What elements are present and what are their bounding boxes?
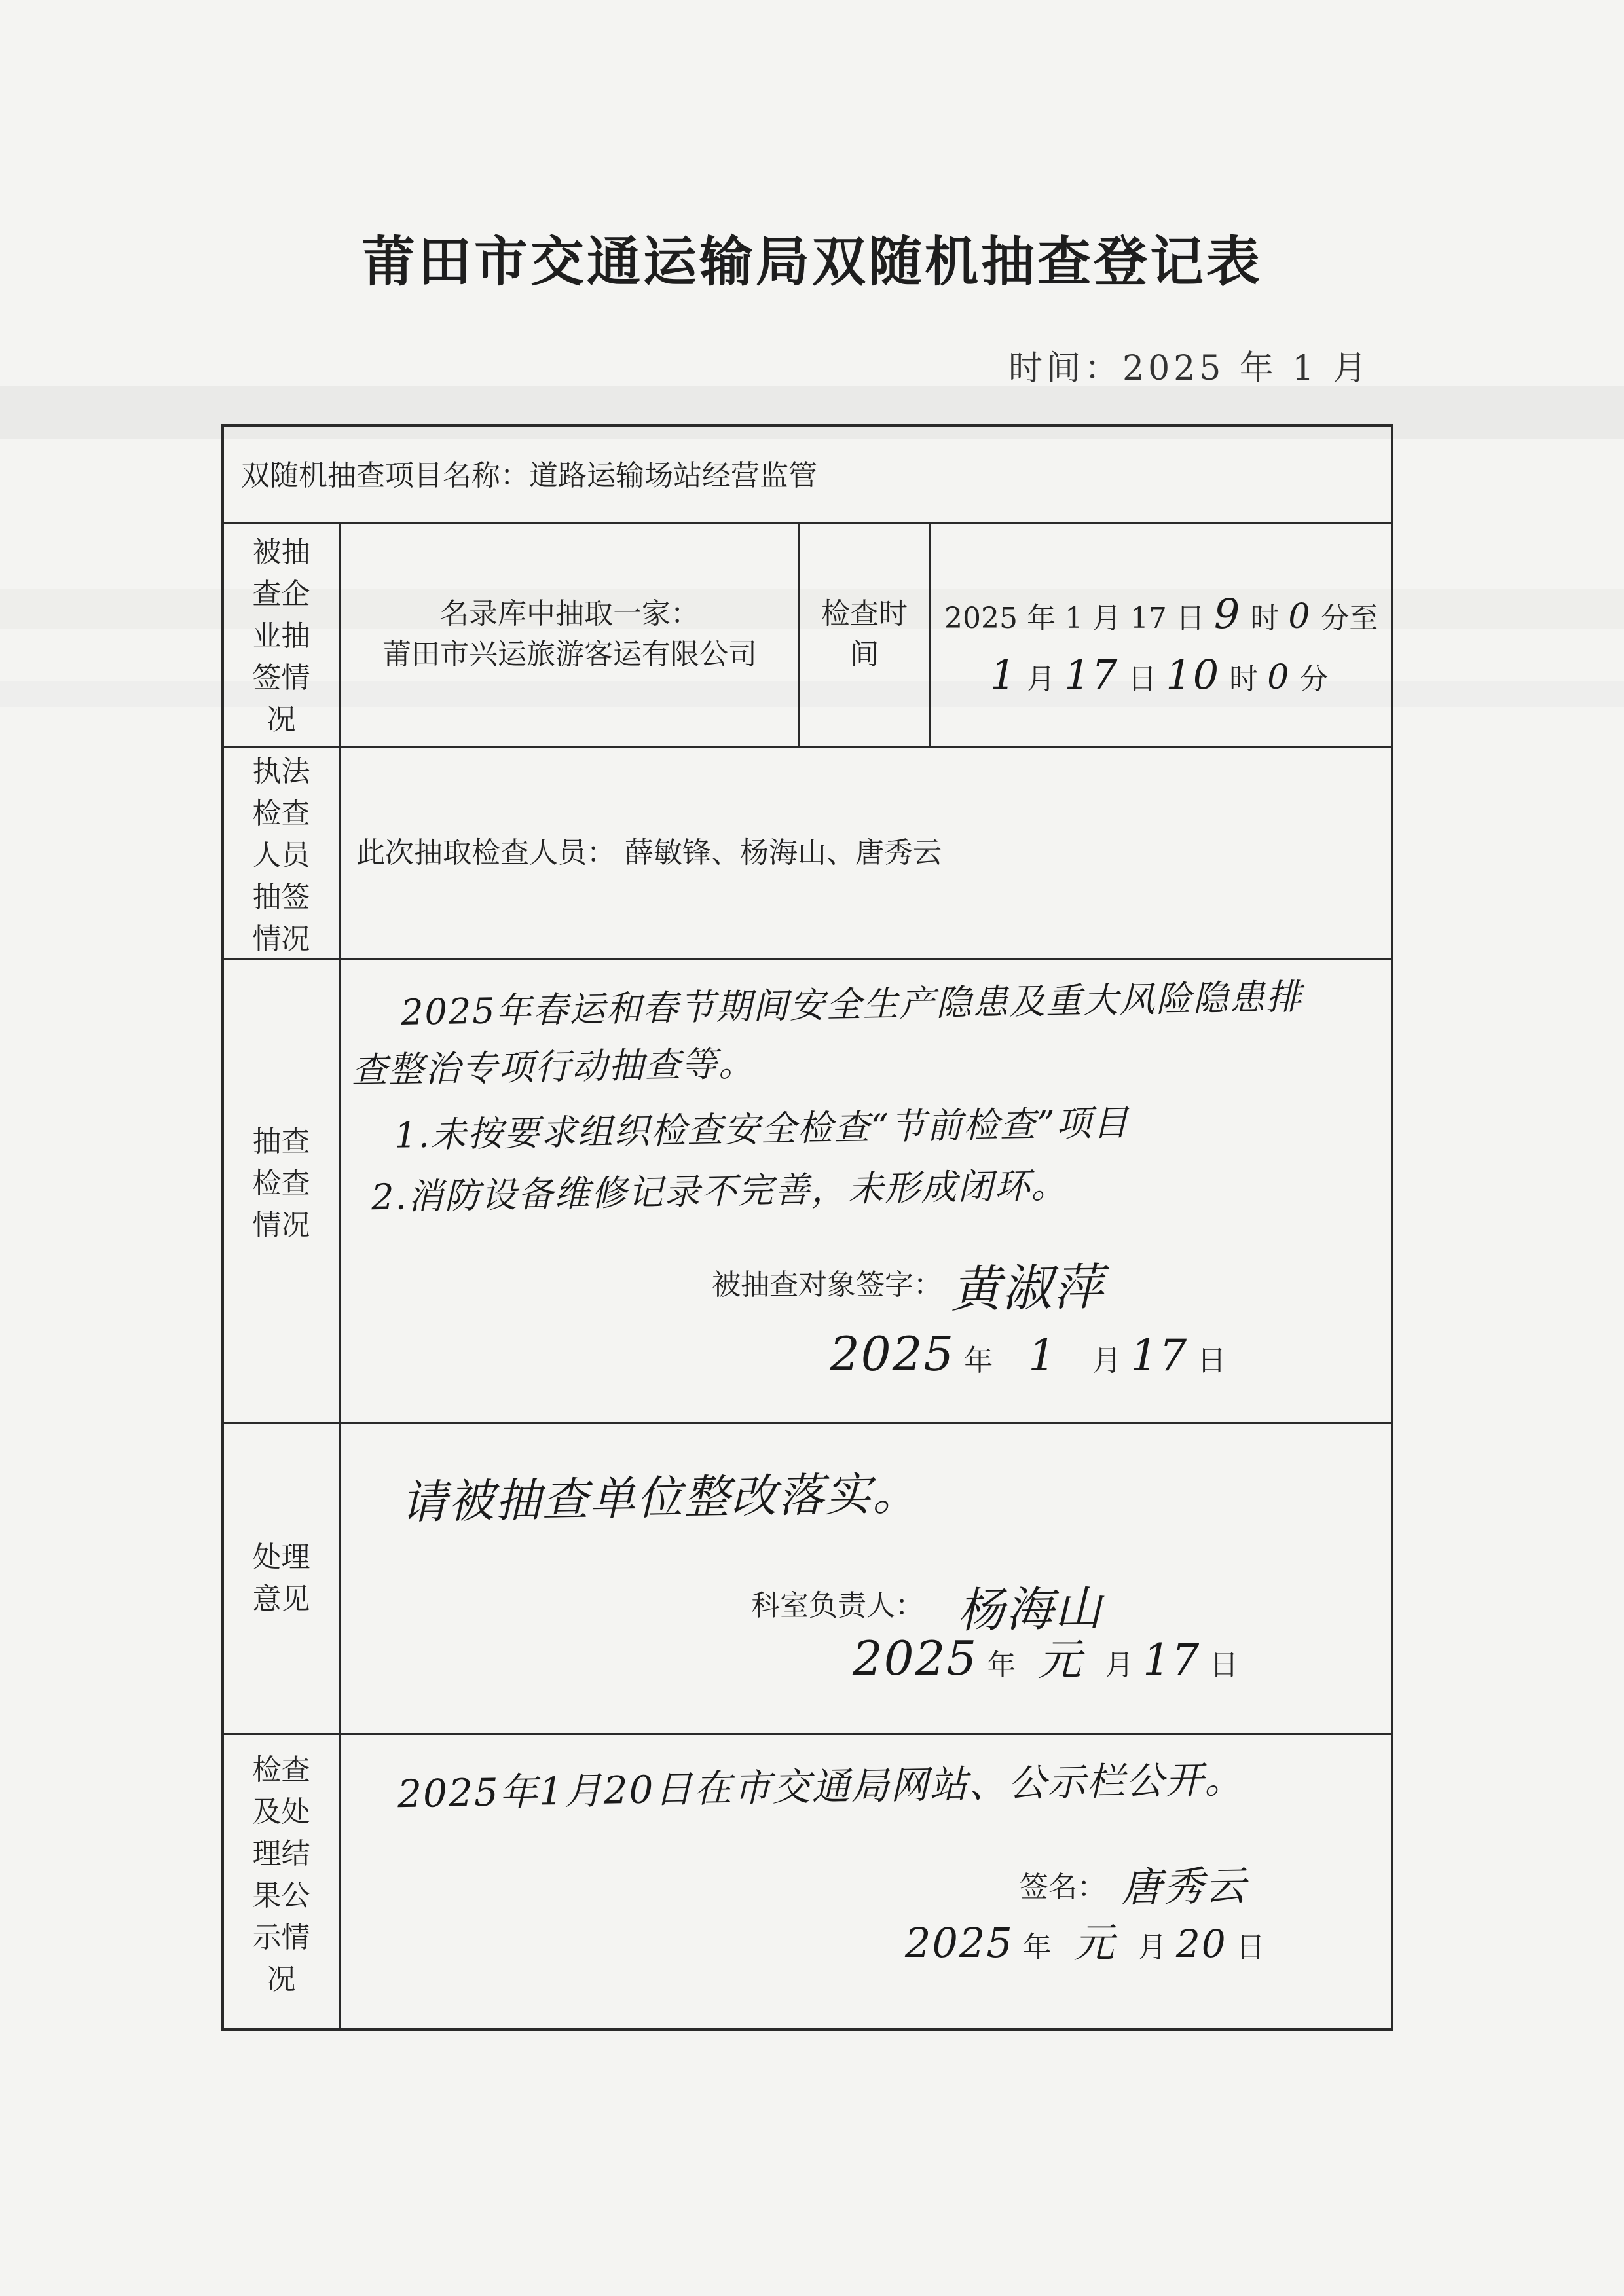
header-date — [1008, 340, 1371, 390]
enterprise-section-label: 被抽 查企 业抽 签情 况 — [252, 536, 310, 737]
publication-section-label: 检查 及处 理结 果公 示情 况 — [252, 1753, 310, 1996]
handling-opinion: 请被抽查单位整改落实。 — [400, 1467, 920, 1529]
enterprise-selection — [342, 594, 798, 675]
publication-date: 2025 年 元 月 20 日 — [905, 1919, 1265, 1967]
handling-date: 2025 年 元 月 17 日 — [853, 1631, 1239, 1686]
check-time-end: 1 月 17 日 10 时 0 分 — [990, 651, 1329, 699]
publication-sign-label: 签名： — [1020, 1870, 1106, 1904]
inspection-section-label: 抽查 检查 情况 — [252, 1125, 310, 1242]
inspection-note-line4: 2.消防设备维修记录不完善，未形成闭环。 — [371, 1164, 1069, 1218]
inspectors-text: 此次抽取检查人员： 薛敏锋、杨海山、唐秀云 — [356, 836, 942, 869]
check-time-label: 检查时 间 — [821, 597, 908, 671]
inspected-signature: 黄淑萍 — [950, 1257, 1105, 1319]
project-name: 道路运输场站经营监管 — [529, 459, 817, 492]
inspection-note-line1: 2025年春运和春节期间安全生产隐患及重大风险隐患排 — [400, 975, 1303, 1034]
document-title: 莆田市交通运输局双随机抽查登记表 — [361, 230, 1263, 293]
check-time-value: 2025 年 1 月 17 日 9 时 0 分至 — [944, 590, 1378, 638]
selection-line1: 名录库中抽取一家： — [440, 597, 699, 630]
inspection-note-line2: 查整治专项行动抽查等。 — [351, 1042, 756, 1091]
project-label: 双随机抽查项目名称： — [241, 459, 529, 492]
inspected-signature-label: 被抽查对象签字： — [712, 1268, 942, 1302]
publication-note: 2025年1月20日在市交通局网站、公示栏公开。 — [397, 1757, 1244, 1817]
handling-section-label: 处理 意见 — [252, 1540, 310, 1616]
responsible-label: 科室负责人： — [751, 1589, 924, 1622]
registration-form — [221, 424, 1393, 2031]
inspectors-section-label: 执法 检查 人员 抽签 情况 — [252, 755, 310, 956]
responsible-signature: 杨海山 — [957, 1580, 1103, 1638]
project-row — [241, 456, 817, 496]
date-label: 时间： — [1008, 349, 1123, 388]
selected-company: 莆田市兴运旅游客运有限公司 — [382, 638, 757, 671]
inspection-note-line3: 1.未按要求组织检查安全检查“节前检查”项目 — [394, 1102, 1130, 1156]
publication-signature: 唐秀云 — [1120, 1861, 1247, 1912]
date-value: 2025 年 1 月 — [1122, 349, 1371, 388]
inspection-date: 2025 年 1 月 17 日 — [830, 1326, 1227, 1381]
